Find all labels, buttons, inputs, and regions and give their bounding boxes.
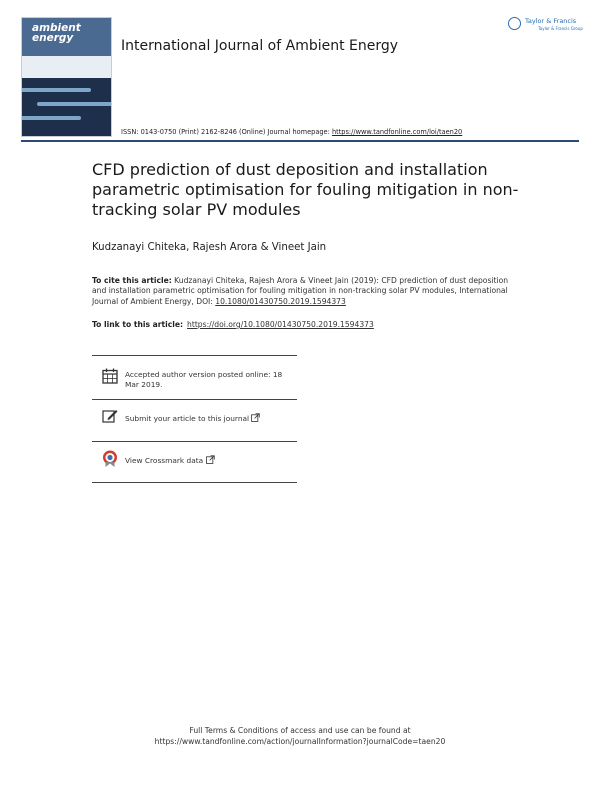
publisher-name: Taylor & Francis xyxy=(525,17,577,25)
article-link[interactable]: https://doi.org/10.1080/01430750.2019.1594373 xyxy=(187,320,374,329)
info-divider xyxy=(92,355,297,356)
accepted-version-text: Accepted author version posted online: 18 Mar 2019. xyxy=(125,370,283,389)
edit-icon xyxy=(102,408,118,424)
cover-header xyxy=(22,18,111,56)
external-link-icon xyxy=(251,413,260,422)
cover-wave xyxy=(21,88,91,92)
article-authors: Kudzanayi Chiteka, Rajesh Arora & Vineet Jain xyxy=(92,242,327,253)
info-divider xyxy=(92,441,297,442)
issn-text: ISSN: 0143-0750 (Print) 2162-8246 (Online) Journal homepage: xyxy=(121,128,332,136)
footer-terms-link[interactable]: https://www.tandfonline.com/action/journalInformation?journalCode=taen20 xyxy=(154,736,446,746)
journal-cover[interactable] xyxy=(21,17,112,137)
citation-label: To cite this article: xyxy=(92,276,172,285)
doi-link[interactable]: 10.1080/01430750.2019.1594373 xyxy=(215,296,346,306)
footer xyxy=(0,726,600,747)
header-divider xyxy=(21,140,579,142)
cover-title-line1: ambient xyxy=(32,22,81,34)
footer-terms-text: Full Terms & Conditions of access and use can be found at xyxy=(189,726,411,735)
journal-title[interactable]: International Journal of Ambient Energy xyxy=(121,38,399,54)
info-divider xyxy=(92,399,297,400)
external-link-icon xyxy=(206,455,215,464)
article-link-label: To link to this article: xyxy=(92,320,184,329)
citation-block xyxy=(92,276,522,307)
publisher-logo[interactable] xyxy=(508,17,583,35)
crossmark-label: View Crossmark data xyxy=(125,456,204,465)
citation-text: Kudzanayi Chiteka, Rajesh Arora & Vineet Jain (2019): CFD prediction of dust deposition and installation parametric optimisation for fouling mitigation in non-tracking solar PV modules, International Journal of Ambient Energy, DOI: xyxy=(92,276,509,306)
info-divider xyxy=(92,482,297,483)
article-link-line xyxy=(92,320,374,329)
cover-title-line2: energy xyxy=(32,32,74,44)
crossmark-text[interactable] xyxy=(125,455,295,466)
journal-homepage-link[interactable]: https://www.tandfonline.com/loi/taen20 xyxy=(331,128,463,136)
cover-title xyxy=(32,23,81,43)
cover-wave xyxy=(21,116,81,120)
publisher-logo-icon xyxy=(508,17,521,30)
cover-band xyxy=(22,56,111,78)
cover-wave xyxy=(37,102,112,106)
calendar-icon xyxy=(102,368,118,384)
submit-article-text[interactable] xyxy=(125,413,295,424)
article-title: CFD prediction of dust deposition and installation parametric optimisation for fouling mitigation in non-tracking solar PV modules xyxy=(92,160,519,219)
cover-image xyxy=(22,78,111,136)
publisher-subname: Taylor & Francis Group xyxy=(538,26,583,31)
issn-line xyxy=(121,128,462,136)
submit-article-label: Submit your article to this journal xyxy=(125,414,250,423)
crossmark-icon xyxy=(102,450,118,468)
